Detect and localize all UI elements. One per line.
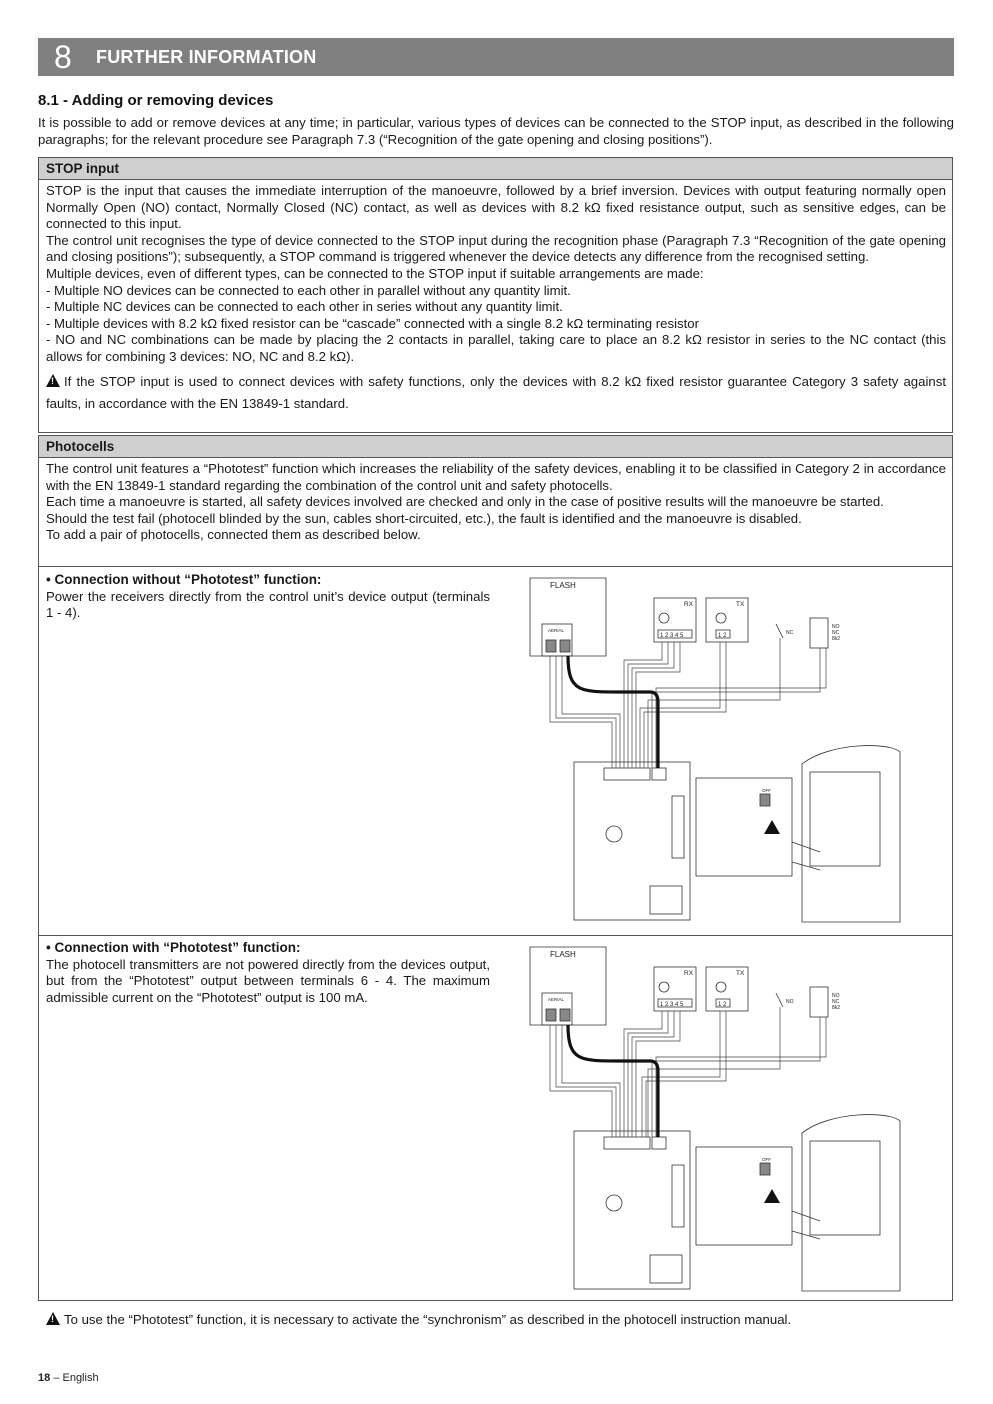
photocells-paragraph: Each time a manoeuvre is started, all safety devices involved are checked and only in the case of positive results will the manoeuvre be started. [46, 494, 884, 510]
connection-with-title: • Connection with “Phototest” function: [46, 940, 301, 955]
warning-icon [764, 820, 780, 834]
diagram-label: 1 2 [718, 633, 727, 639]
warning-icon [764, 1189, 780, 1203]
connection-with-text: The photocell transmitters are not powered directly from the devices output, but from the “Phototest” output between terminals 6 - 4. The maximum admissible current on the “Phototest” output is 100 mA. [46, 956, 490, 1005]
diagram-label: 8k2 [832, 636, 841, 642]
diagram-label: 1 2 3 4 5 [660, 633, 684, 639]
diagram-label: 8k2 [832, 1005, 841, 1011]
stop-paragraph: Multiple devices, even of different types, can be connected to the STOP input if suitable arrangements are made: [46, 265, 704, 281]
stop-paragraph: STOP is the input that causes the immediate interruption of the manoeuvre, followed by a brief inversion. Devices with output featuring normally open Normally Open (NO) contact, Normally Closed (NC) contact, as well as devices with 8.2 kΩ fixed resistance output, such as sensitive edges, can be connected to this input. [46, 183, 946, 232]
page-footer [38, 1372, 99, 1384]
diagram-label: TX [736, 970, 745, 977]
diagram-label: AERIAL [548, 628, 565, 633]
diagram-label: FLASH [550, 581, 576, 590]
wiring-diagram-with-phototest [520, 941, 920, 1293]
diagram-label: NO [832, 993, 840, 999]
stop-list-item: - Multiple devices with 8.2 kΩ fixed resistor can be “cascade” connected with a single 8.2 kΩ terminating resistor [46, 315, 700, 331]
warning-icon [46, 1312, 60, 1325]
stop-list-item: - Multiple NO devices can be connected to each other in parallel without any quantity limit. [46, 282, 571, 298]
divider [38, 566, 953, 567]
diagram-label: RX [684, 970, 694, 977]
stop-warning-text: If the STOP input is used to connect devices with safety functions, only the devices with 8.2 kΩ fixed resistor guarantee Category 3 safety against faults, in accordance with the EN 13849-1 standard. [46, 373, 946, 411]
stop-list-item: - Multiple NC devices can be connected to each other in series without any quantity limit. [46, 299, 563, 315]
warning-icon [46, 374, 60, 387]
diagram-label: AERIAL [548, 997, 565, 1002]
section-intro: It is possible to add or remove devices at any time; in particular, various types of devices can be connected to the STOP input, as described in the following paragraphs; for the relevant procedure see Paragraph 7.3 (“Recognition of the gate opening and closing positions”). [38, 115, 954, 147]
control-unit [574, 762, 690, 920]
diagram-label: OFF [762, 1157, 771, 1162]
connection-without-text: Power the receivers directly from the control unit’s device output (terminals 1 - 4). [46, 588, 490, 621]
phototest-warning [46, 1310, 791, 1330]
stop-input-body [39, 180, 952, 415]
phototest-warning-text: To use the “Phototest” function, it is necessary to activate the “synchronism” as described in the photocell instruction manual. [64, 1312, 792, 1327]
wiring-diagram-without-phototest [520, 572, 920, 924]
stop-input-heading: STOP input [39, 158, 952, 180]
photocells-paragraph: The control unit features a “Phototest” function which increases the reliability of the safety devices, enabling it to be classified in Category 2 in accordance with the EN 13849-1 standard regarding the combination of the control unit and safety photocells. [46, 461, 946, 493]
connection-without-title: • Connection without “Phototest” function: [46, 572, 322, 587]
chapter-title: FURTHER INFORMATION [96, 47, 317, 67]
photocells-body [39, 458, 952, 544]
section-title: 8.1 - Adding or removing devices [38, 92, 274, 109]
stop-warning [46, 371, 946, 415]
diagram-label: NC [786, 630, 794, 636]
photocells-heading: Photocells [39, 436, 952, 458]
diagram-label: OFF [762, 788, 771, 793]
diagram-label: RX [684, 601, 694, 608]
stop-input-box [38, 157, 953, 433]
connection-without-section [46, 572, 490, 622]
diagram-label: NC [832, 630, 840, 636]
photocells-paragraph: Should the test fail (photocell blinded by the sun, cables short-circuited, etc.), the fault is identified and the manoeuvre is disabled. [46, 510, 802, 526]
diagram-label: FLASH [550, 950, 576, 959]
page-number: 18 [38, 1372, 51, 1384]
diagram-label: NO [832, 624, 840, 630]
diagram-label: TX [736, 601, 745, 608]
diagram-label: NO [786, 999, 794, 1005]
diagram-label: 1 2 [718, 1002, 727, 1008]
chapter-number: 8 [54, 39, 72, 75]
photocells-paragraph: To add a pair of photocells, connected them as described below. [46, 527, 421, 543]
connection-with-section [46, 940, 490, 1006]
diagram-label: 1 2 3 4 5 [660, 1002, 684, 1008]
divider [38, 935, 953, 936]
diagram-label: NC [832, 999, 840, 1005]
footer-language: – English [53, 1372, 99, 1384]
stop-paragraph: The control unit recognises the type of device connected to the STOP input during the recognition phase (Paragraph 7.3 “Recognition of the gate opening and closing positions”); subsequently, a STOP command is triggered whenever the device detects any difference from the recognised setting. [46, 232, 946, 265]
chapter-header [38, 38, 954, 76]
stop-list-item: - NO and NC combinations can be made by placing the 2 contacts in parallel, taking care to place an 8.2 kΩ resistor in series to the NC contact (this allows for combining 3 devices: NO, NC and 8.2 kΩ). [46, 332, 946, 364]
